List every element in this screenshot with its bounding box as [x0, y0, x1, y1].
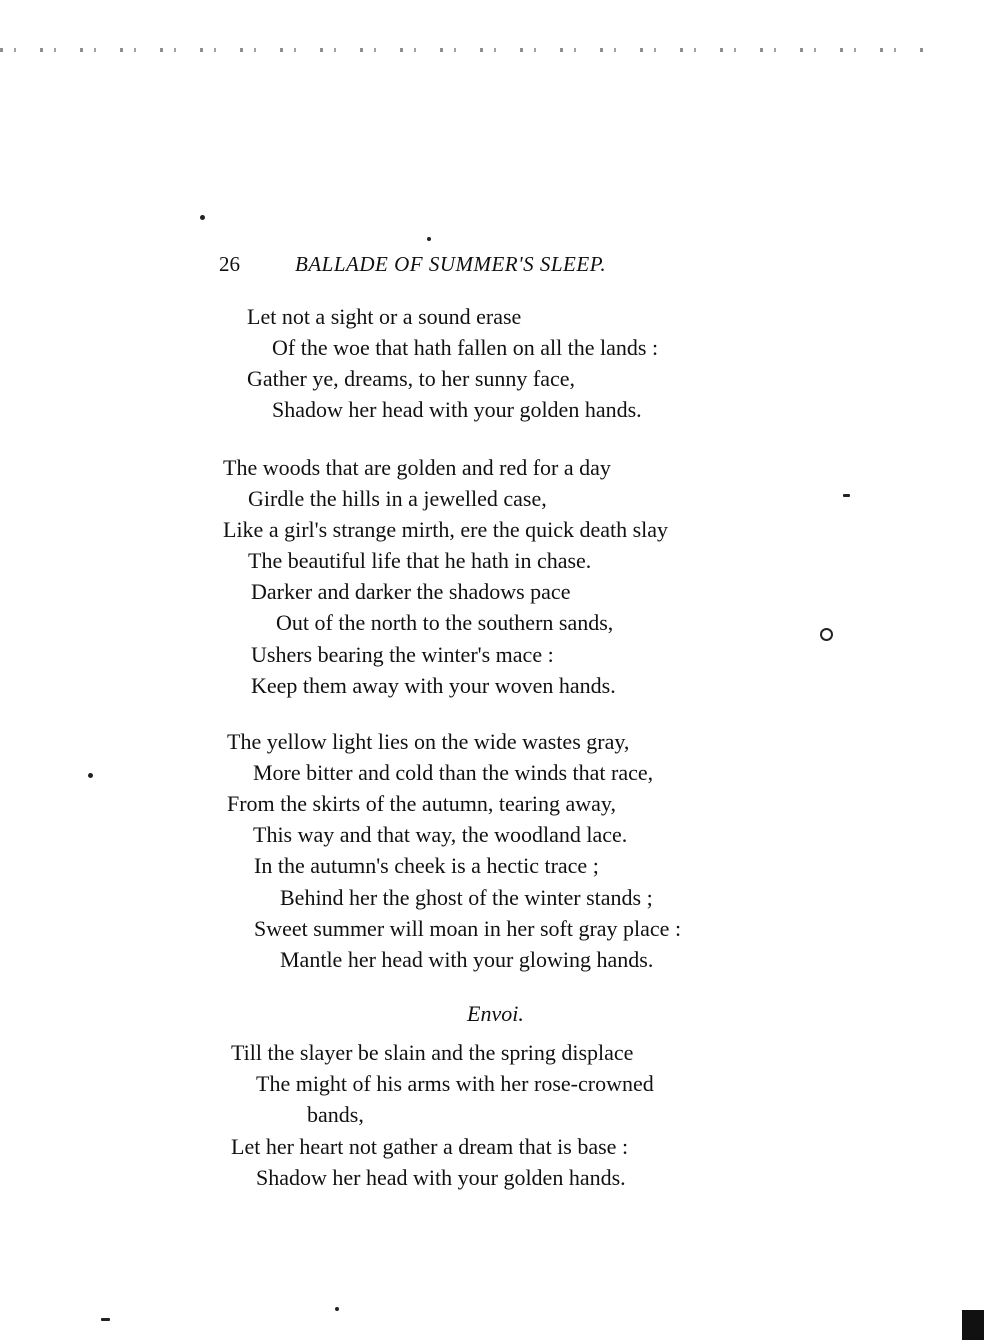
poem-line: From the skirts of the autumn, tearing away, — [227, 791, 616, 816]
poem-line: Like a girl's strange mirth, ere the quick death slay — [223, 517, 669, 542]
scan-speck — [335, 1307, 339, 1311]
scan-speck — [843, 494, 850, 497]
running-head: BALLADE OF SUMMER'S SLEEP. — [295, 252, 607, 276]
poem-line: Let not a sight or a sound erase — [247, 304, 522, 329]
poem-line: In the autumn's cheek is a hectic trace ; — [254, 853, 599, 878]
poem-line: Gather ye, dreams, to her sunny face, — [247, 366, 576, 391]
page-number: 26 — [219, 252, 240, 276]
scan-speck — [200, 215, 205, 220]
page-header — [0, 252, 1000, 282]
scan-speck — [427, 237, 431, 241]
poem-line: Ushers bearing the winter's mace : — [251, 642, 554, 667]
envoi-title: Envoi. — [467, 1001, 524, 1026]
scan-noise — [0, 48, 930, 52]
poem-line: More bitter and cold than the winds that race, — [253, 760, 654, 785]
poem-line: Behind her the ghost of the winter stands ; — [280, 885, 653, 910]
poem-line: Mantle her head with your glowing hands. — [280, 947, 654, 972]
poem-line: bands, — [307, 1102, 364, 1127]
poem-line: The woods that are golden and red for a day — [223, 455, 611, 480]
poem-line: Darker and darker the shadows pace — [251, 579, 571, 604]
poem-line: Shadow her head with your golden hands. — [272, 397, 642, 422]
poem-line: Let her heart not gather a dream that is base : — [231, 1134, 629, 1159]
poem-line: Sweet summer will moan in her soft gray place : — [254, 916, 682, 941]
poem-line: This way and that way, the woodland lace. — [253, 822, 628, 847]
poem-line: The might of his arms with her rose-crowned — [256, 1071, 654, 1096]
poem-line: The yellow light lies on the wide wastes gray, — [227, 729, 630, 754]
poem-line: The beautiful life that he hath in chase. — [248, 548, 592, 573]
poem-line: Out of the north to the southern sands, — [276, 610, 614, 635]
poem-line: Girdle the hills in a jewelled case, — [248, 486, 547, 511]
poem-line: Keep them away with your woven hands. — [251, 673, 616, 698]
poem-line: Till the slayer be slain and the spring displace — [231, 1040, 634, 1065]
scan-edge-mark — [962, 1310, 984, 1340]
poem-line: Of the woe that hath fallen on all the lands : — [272, 335, 659, 360]
scan-speck — [88, 773, 93, 778]
poem-line: Shadow her head with your golden hands. — [256, 1165, 626, 1190]
scan-speck — [820, 628, 833, 641]
scan-speck — [101, 1318, 110, 1321]
